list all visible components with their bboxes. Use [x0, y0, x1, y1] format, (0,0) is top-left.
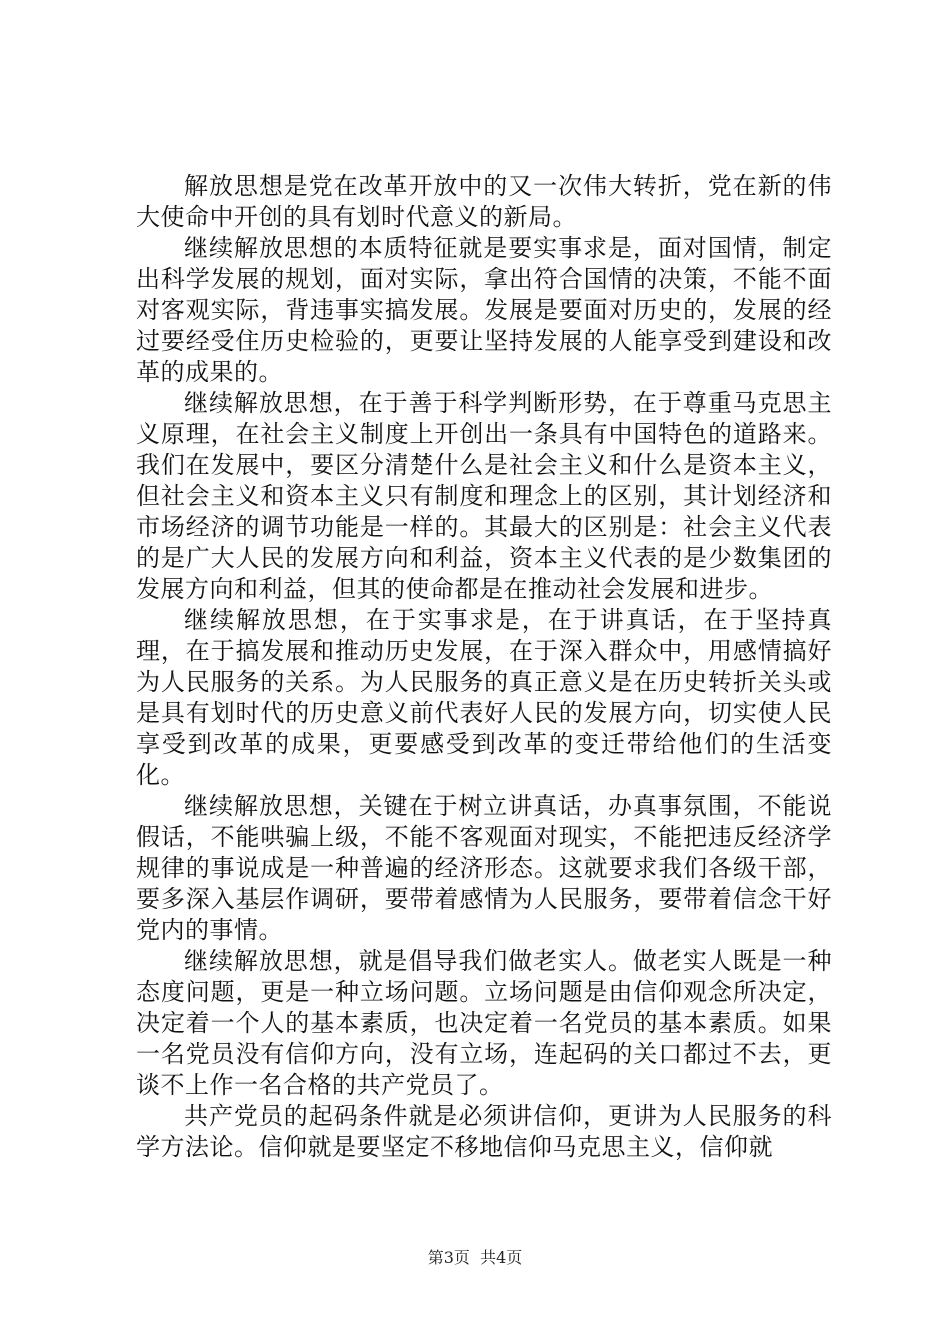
paragraph-3: 继续解放思想，在于善于科学判断形势，在于尊重马克思主义原理，在社会主义制度上开创出一条具有中国特色的道路来。我们在发展中，要区分清楚什么是社会主义和什么是资本主义，但社会主义和资本主义只有制度和理念上的区别，其计划经济和市场经济的调节功能是一样的。其最大的区别是：社会主义代表的是广大人民的发展方向和利益，资本主义代表的是少数集团的发展方向和利益，但其的使命都是在推动社会发展和进步。	[136, 389, 832, 603]
paragraph-5: 继续解放思想，关键在于树立讲真话，办真事氛围，不能说假话，不能哄骗上级，不能不客观面对现实，不能把违反经济学规律的事说成是一种普遍的经济形态。这就要求我们各级干部，要多深入基层作调研，要带着感情为人民服务，要带着信念干好党内的事情。	[136, 792, 832, 944]
paragraph-2: 继续解放思想的本质特征就是要实事求是，面对国情，制定出科学发展的规划，面对实际，拿出符合国情的决策，不能不面对客观实际，背违事实搞发展。发展是要面对历史的，发展的经过要经受住历史检验的，更要让坚持发展的人能享受到建设和改革的成果的。	[136, 234, 832, 386]
footer-separator	[470, 1248, 480, 1267]
paragraph-7: 共产党员的起码条件就是必须讲信仰，更讲为人民服务的科学方法论。信仰就是要坚定不移地信仰马克思主义，信仰就	[136, 1102, 832, 1161]
document-body	[136, 171, 832, 1163]
paragraph-4: 继续解放思想，在于实事求是，在于讲真话，在于坚持真理，在于搞发展和推动历史发展，在于深入群众中，用感情搞好为人民服务的关系。为人民服务的真正意义是在历史转折关头或是具有划时代的历史意义前代表好人民的发展方向，切实使人民享受到改革的成果，更要感受到改革的变迁带给他们的生活变化。	[136, 606, 832, 789]
paragraph-6: 继续解放思想，就是倡导我们做老实人。做老实人既是一种态度问题，更是一种立场问题。立场问题是由信仰观念所决定，决定着一个人的基本素质，也决定着一名党员的基本素质。如果一名党员没有信仰方向，没有立场，连起码的关口都过不去，更谈不上作一名合格的共产党员了。	[136, 947, 832, 1099]
page-number: 第3页	[427, 1248, 470, 1267]
paragraph-1: 解放思想是党在改革开放中的又一次伟大转折，党在新的伟大使命中开创的具有划时代意义的新局。	[136, 172, 832, 231]
page-footer	[0, 1248, 950, 1268]
page-total: 共4页	[480, 1248, 523, 1267]
